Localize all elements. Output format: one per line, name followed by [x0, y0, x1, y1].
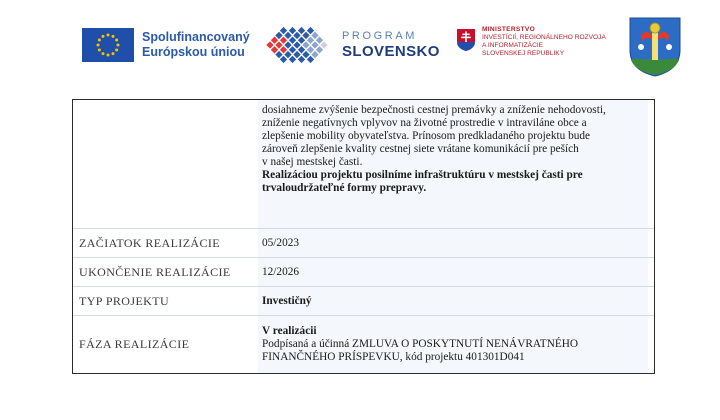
description-line-3: zlepšenie mobility obyvateľstva. Prínosom predkladaného projektu bude [262, 130, 591, 142]
type-label: TYP PROJEKTU [79, 293, 170, 308]
end-date: 12/2026 [262, 265, 300, 278]
program-slovensko-mark-icon [262, 26, 336, 64]
end-label: UKONČENIE REALIZÁCIE [79, 264, 231, 279]
table-row-start [73, 229, 654, 258]
program-slovensko-logo [262, 26, 440, 64]
project-type: Investičný [262, 294, 312, 307]
type-value [258, 287, 648, 315]
table-row-description [73, 100, 654, 229]
phase-detail-line2: FINANČNÉHO PRÍSPEVKU, kód projektu 401301D041 [262, 351, 525, 363]
project-description [258, 100, 648, 228]
eu-logo-line2: Európskou úniou [142, 45, 245, 59]
slovak-crest-icon [456, 28, 476, 52]
description-bold-line-2: trvaloudržateľné formy prepravy. [262, 182, 427, 194]
phase-label: FÁZA REALIZÁCIE [79, 337, 190, 351]
eu-flag-icon [82, 28, 134, 62]
description-line-1: dosiahneme zvýšenie bezpečnosti cestnej premávky a zníženie nehodovosti, [262, 104, 606, 116]
table-row-phase [73, 316, 654, 373]
description-bold-line-1: Realizáciou projektu posilníme infraštruktúru v mestskej časti pre [262, 169, 583, 181]
phase-detail-line1: Podpísaná a účinná ZMLUVA O POSKYTNUTÍ NENÁVRATNÉHO [262, 338, 579, 350]
phase-status: V realizácii [262, 325, 317, 337]
coat-of-arms-icon [628, 16, 682, 78]
ministry-logo [456, 26, 606, 58]
start-date: 05/2023 [262, 236, 300, 249]
phase-value [258, 316, 648, 373]
program-logo-line2: SLOVENSKO [342, 43, 440, 60]
program-logo-line1: PROGRAM [342, 30, 418, 42]
project-info-table [72, 99, 655, 374]
ministry-line3: A INFORMATIZÁCIE [482, 42, 544, 49]
table-row-type [73, 287, 654, 316]
start-value [258, 229, 648, 257]
ministry-line4: SLOVENSKEJ REPUBLIKY [482, 50, 565, 57]
eu-logo-line1: Spolufinancovaný [142, 30, 250, 44]
end-value [258, 258, 648, 286]
table-row-end [73, 258, 654, 287]
description-line-5: v našej mestskej časti. [262, 156, 363, 168]
description-line-4: zároveň zlepšenie kvality cestnej siete vrátane komunikácií pre peších [262, 143, 579, 155]
description-line-2: zníženie negatívnych vplyvov na životné prostredie v intraviláne obce a [262, 117, 587, 129]
logo-bar [0, 0, 720, 86]
start-label: ZAČIATOK REALIZÁCIE [79, 235, 221, 250]
ministry-line2: INVESTÍCIÍ, REGIONÁLNEHO ROZVOJA [482, 34, 606, 41]
ministry-line1: MINISTERSTVO [482, 26, 536, 33]
eu-cofinancing-logo [82, 28, 250, 62]
